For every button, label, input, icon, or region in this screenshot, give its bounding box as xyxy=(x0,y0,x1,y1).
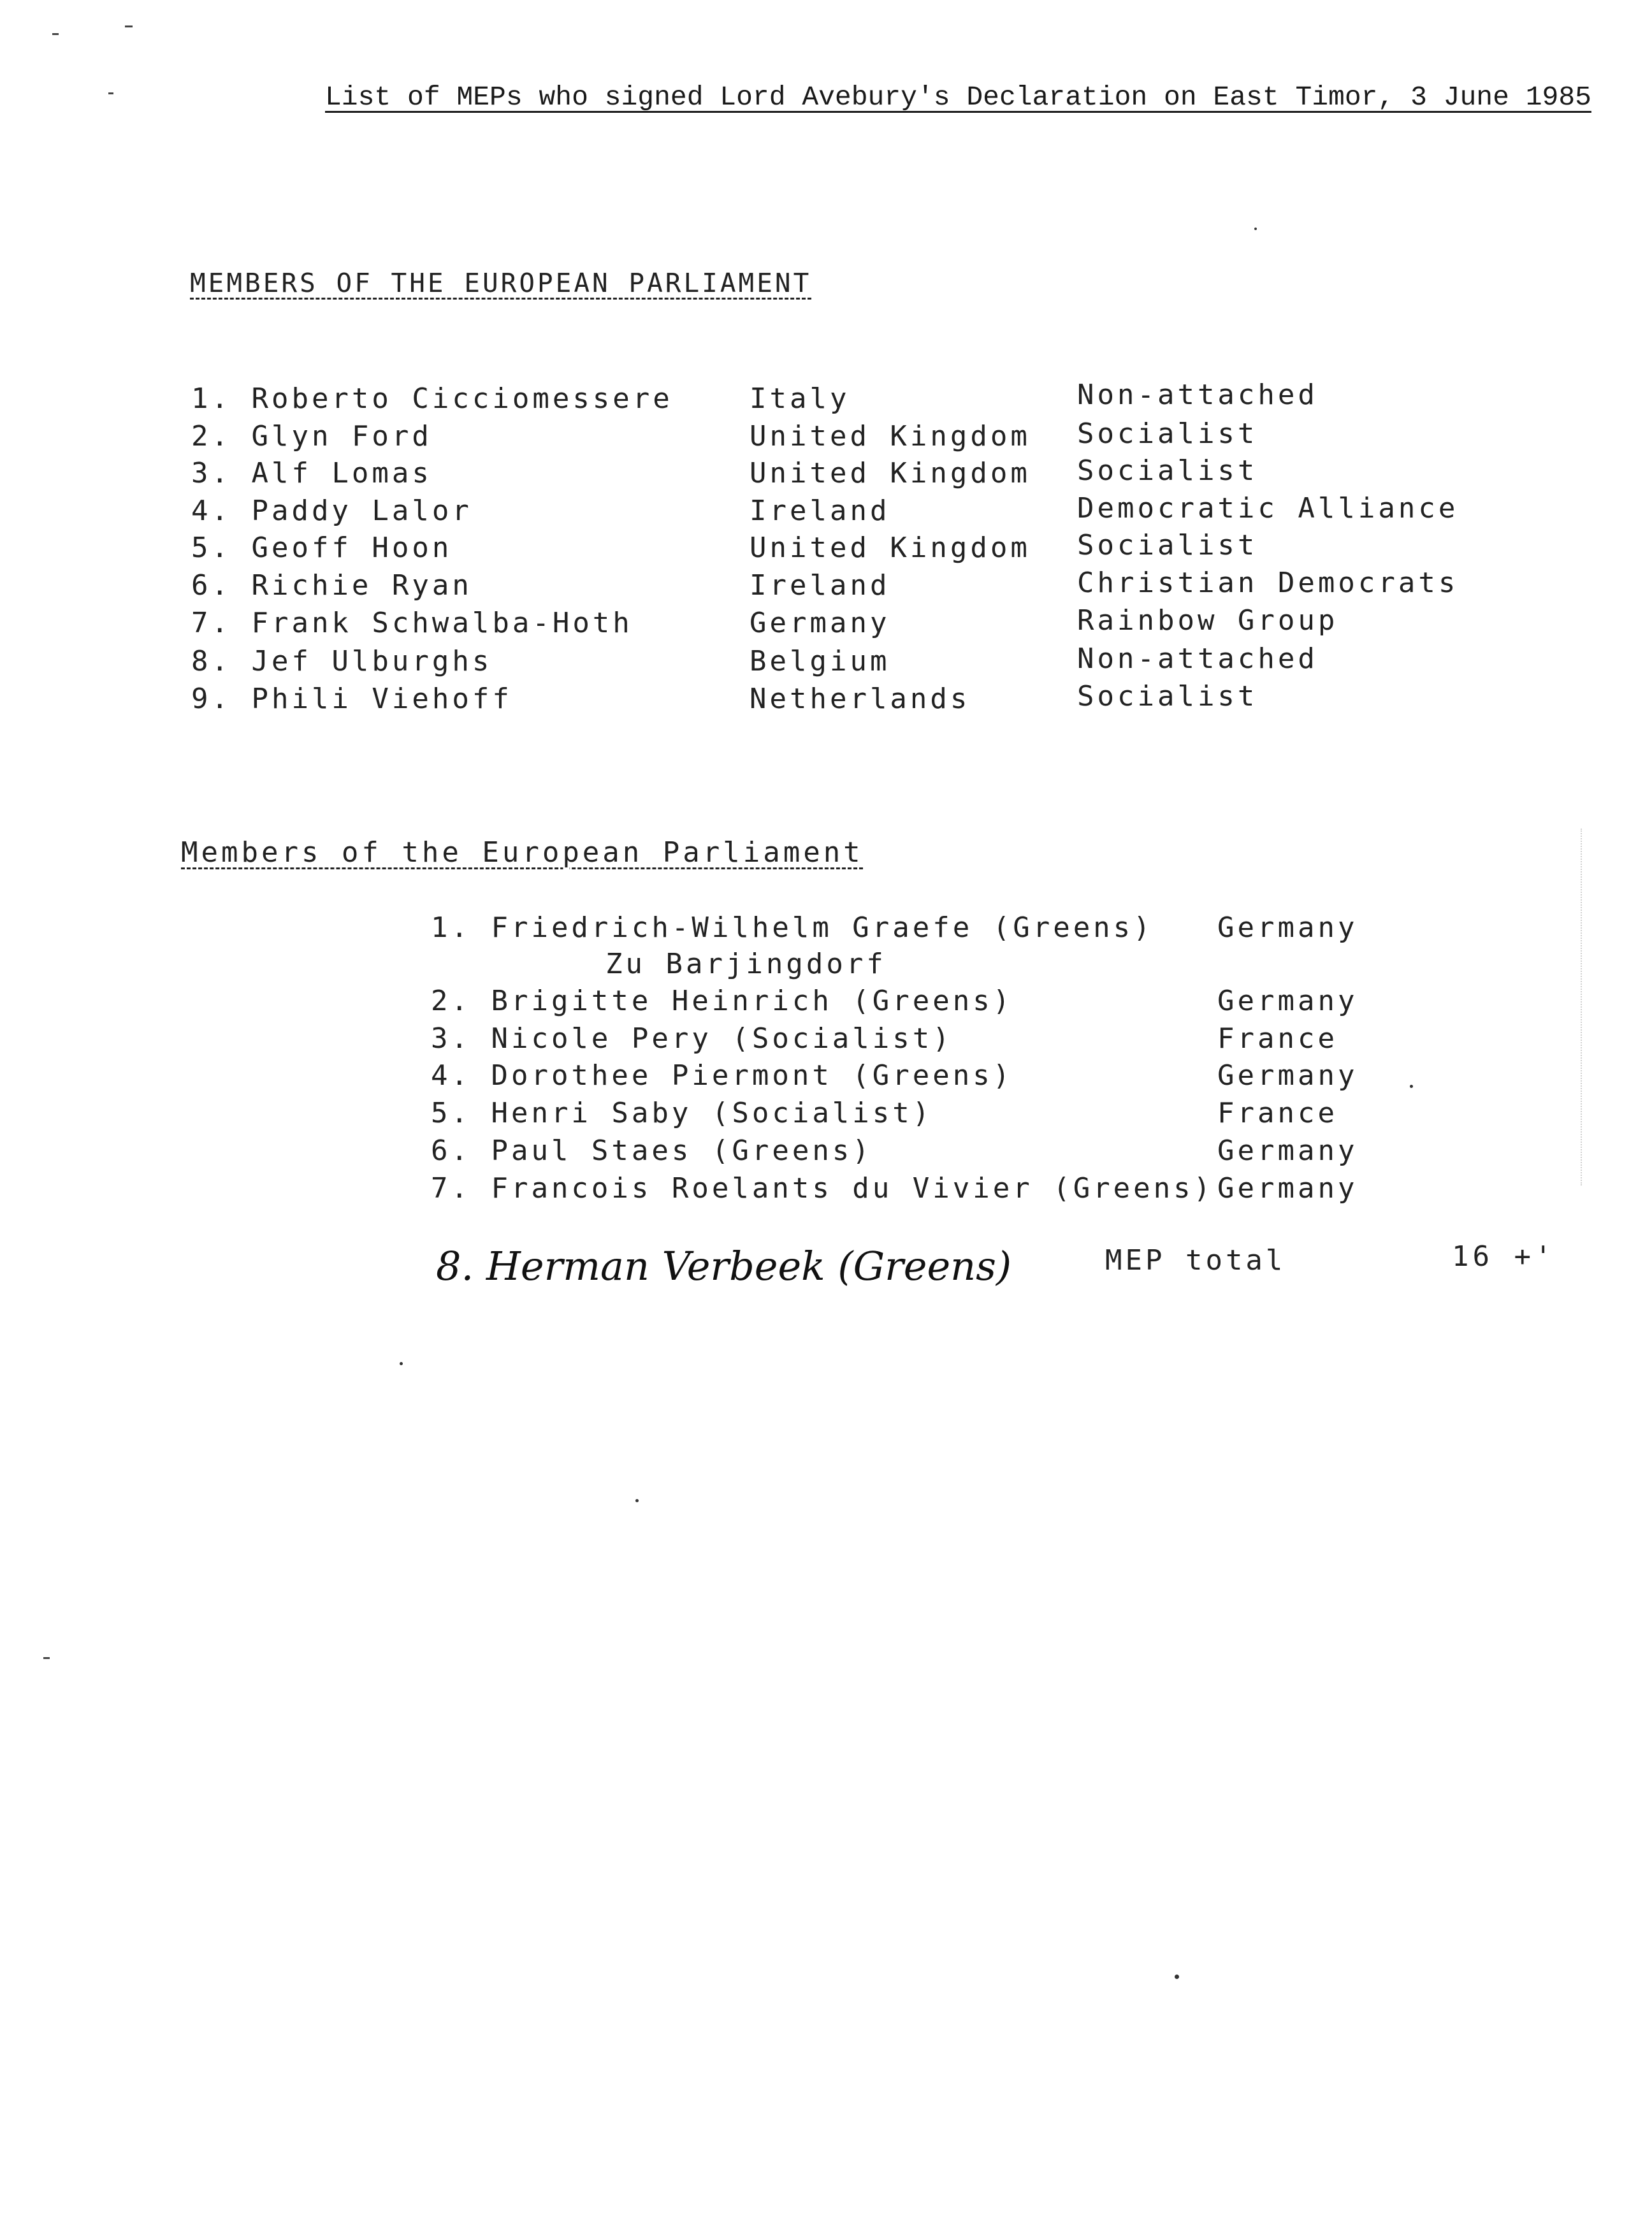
member-group: Socialist xyxy=(1077,680,1258,713)
handwritten-entry: 8. Herman Verbeek (Greens) xyxy=(436,1243,1012,1289)
member-group: Socialist xyxy=(1077,417,1258,450)
document-title: List of MEPs who signed Lord Avebury's Declaration on East Timor, 3 June 1985 xyxy=(325,82,1591,113)
scan-speck xyxy=(400,1362,403,1365)
member-group: Democratic Alliance xyxy=(1077,492,1459,525)
member-country: Belgium xyxy=(750,645,890,678)
member-country: Italy xyxy=(750,382,850,415)
member-country: Germany xyxy=(1217,911,1358,944)
member-country: Germany xyxy=(1217,985,1358,1017)
member-country: United Kingdom xyxy=(750,457,1031,489)
member-group: Socialist xyxy=(1077,454,1258,487)
member-group: Christian Democrats xyxy=(1077,567,1459,599)
member-country: Germany xyxy=(1217,1172,1358,1205)
member-country: United Kingdom xyxy=(750,420,1031,453)
member-country: Germany xyxy=(1217,1059,1358,1092)
scan-speck xyxy=(108,92,113,94)
member-name: 1. Friedrich-Wilhelm Graefe (Greens) xyxy=(431,911,1154,944)
member-name: 5. Henri Saby (Socialist) xyxy=(431,1097,933,1129)
member-name: 9. Phili Viehoff xyxy=(191,683,512,715)
member-name: 1. Roberto Cicciomessere xyxy=(191,382,673,415)
member-group: Rainbow Group xyxy=(1077,604,1338,637)
member-country: Germany xyxy=(750,607,890,639)
section2-heading: Members of the European Parliament xyxy=(181,836,864,869)
member-country: Ireland xyxy=(750,495,890,527)
member-name: 2. Glyn Ford xyxy=(191,420,432,453)
scan-speck xyxy=(1254,228,1257,230)
member-country: France xyxy=(1217,1022,1338,1055)
member-country: Netherlands xyxy=(750,683,971,715)
scan-speck xyxy=(1410,1085,1413,1088)
scan-speck xyxy=(125,25,133,27)
member-name: 8. Jef Ulburghs xyxy=(191,645,493,678)
member-name: 6. Richie Ryan xyxy=(191,569,472,602)
member-name: 3. Alf Lomas xyxy=(191,457,432,489)
member-name: 4. Paddy Lalor xyxy=(191,495,472,527)
member-name: 5. Geoff Hoon xyxy=(191,532,453,564)
member-country: United Kingdom xyxy=(750,532,1031,564)
section1-heading: MEMBERS OF THE EUROPEAN PARLIAMENT xyxy=(190,268,812,298)
member-country: France xyxy=(1217,1097,1338,1129)
scan-speck xyxy=(1175,1975,1179,1979)
member-name: 2. Brigitte Heinrich (Greens) xyxy=(431,985,1013,1017)
member-name: 6. Paul Staes (Greens) xyxy=(431,1134,873,1167)
scan-speck xyxy=(43,1657,50,1659)
member-name: 7. Francois Roelants du Vivier (Greens) xyxy=(431,1172,1214,1205)
member-name: 4. Dorothee Piermont (Greens) xyxy=(431,1059,1013,1092)
scan-speck xyxy=(52,33,59,35)
member-group: Non-attached xyxy=(1077,379,1318,411)
member-name-continuation: Zu Barjingdorf xyxy=(605,948,887,980)
member-name: 3. Nicole Pery (Socialist) xyxy=(431,1022,953,1055)
total-value: 16 +' xyxy=(1452,1240,1556,1273)
member-group: Socialist xyxy=(1077,529,1258,562)
member-name: 7. Frank Schwalba-Hoth xyxy=(191,607,633,639)
member-group: Non-attached xyxy=(1077,642,1318,675)
scan-margin-line xyxy=(1581,829,1582,1185)
total-label: MEP total xyxy=(1105,1244,1286,1277)
scan-speck xyxy=(635,1499,639,1502)
member-country: Ireland xyxy=(750,569,890,602)
member-country: Germany xyxy=(1217,1134,1358,1167)
